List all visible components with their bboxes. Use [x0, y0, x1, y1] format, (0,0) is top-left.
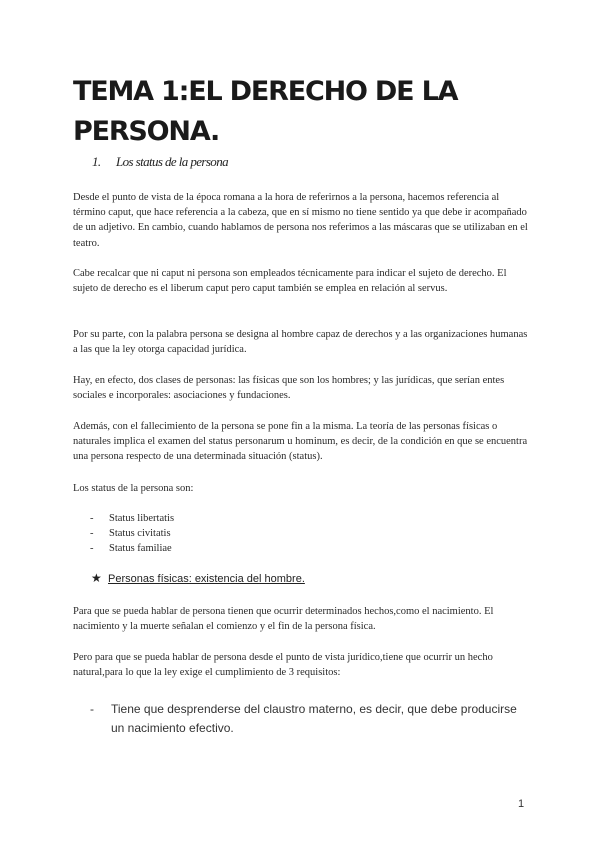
- requirement-text: Tiene que desprenderse del claustro materno, es decir, que debe producirse un nacimiento efectivo.: [111, 702, 517, 735]
- status-list: [90, 511, 174, 556]
- paragraph: Para que se pueda hablar de persona tienen que ocurrir determinados hechos,como el nacimiento. El nacimiento y la muerte señalan el comienzo y el fin de la persona física.: [73, 606, 494, 633]
- list-item: - Status libertatis: [90, 513, 175, 524]
- requirement-item: - Tiene que desprenderse del claustro materno, es decir, que debe producirse un nacimiento efectivo.: [90, 700, 530, 738]
- paragraph: Cabe recalcar que ni caput ni persona son empleados técnicamente para indicar el sujeto de derecho. El sujeto de derecho es el liberum caput pero caput también se emplea en relación al servus.: [73, 268, 507, 295]
- paragraph: Por su parte, con la palabra persona se designa al hombre capaz de derechos y a las organizaciones humanas a las que la ley otorga capacidad jurídica.: [73, 329, 528, 356]
- paragraph: Hay, en efecto, dos clases de personas: las físicas que son los hombres; y las jurídicas, que serían entes sociales e incorporales: asociaciones y fundaciones.: [73, 375, 505, 402]
- page-number: 1: [518, 798, 525, 810]
- section-number: 1.: [92, 154, 101, 169]
- section-heading: [92, 154, 228, 170]
- list-item: - Status familiae: [90, 543, 172, 554]
- document-title: TEMA 1:EL DERECHO DE LA PERSONA.: [73, 76, 458, 147]
- paragraph: Los status de la persona son:: [73, 483, 194, 494]
- star-icon: ★: [91, 571, 102, 585]
- section-title: Los status de la persona: [116, 154, 229, 169]
- subheading-text: Personas físicas: existencia del hombre.: [108, 573, 305, 585]
- paragraph: Pero para que se pueda hablar de persona desde el punto de vista jurídico,tiene que ocurrir un hecho natural,para lo que la ley exige el cumplimiento de 3 requisitos:: [73, 652, 493, 679]
- paragraph: Desde el punto de vista de la época romana a la hora de referirnos a la persona, hacemos referencia al término caput, que hace referencia a la cabeza, que en sí mismo no tiene sentido ya que debe ir acompañado de un adjetivo. En cambio, cuando hablamos de persona nos referimos a las máscaras que se utilizaban en el teatro.: [73, 192, 528, 249]
- subheading: [91, 571, 305, 585]
- list-item: - Status civitatis: [90, 528, 171, 539]
- paragraph: Además, con el fallecimiento de la persona se pone fin a la misma. La teoría de las personas físicas o naturales implica el examen del status personarum u hominum, es decir, de la condición en que se encuentra una persona respecto de una determinada situación (status).: [73, 421, 528, 463]
